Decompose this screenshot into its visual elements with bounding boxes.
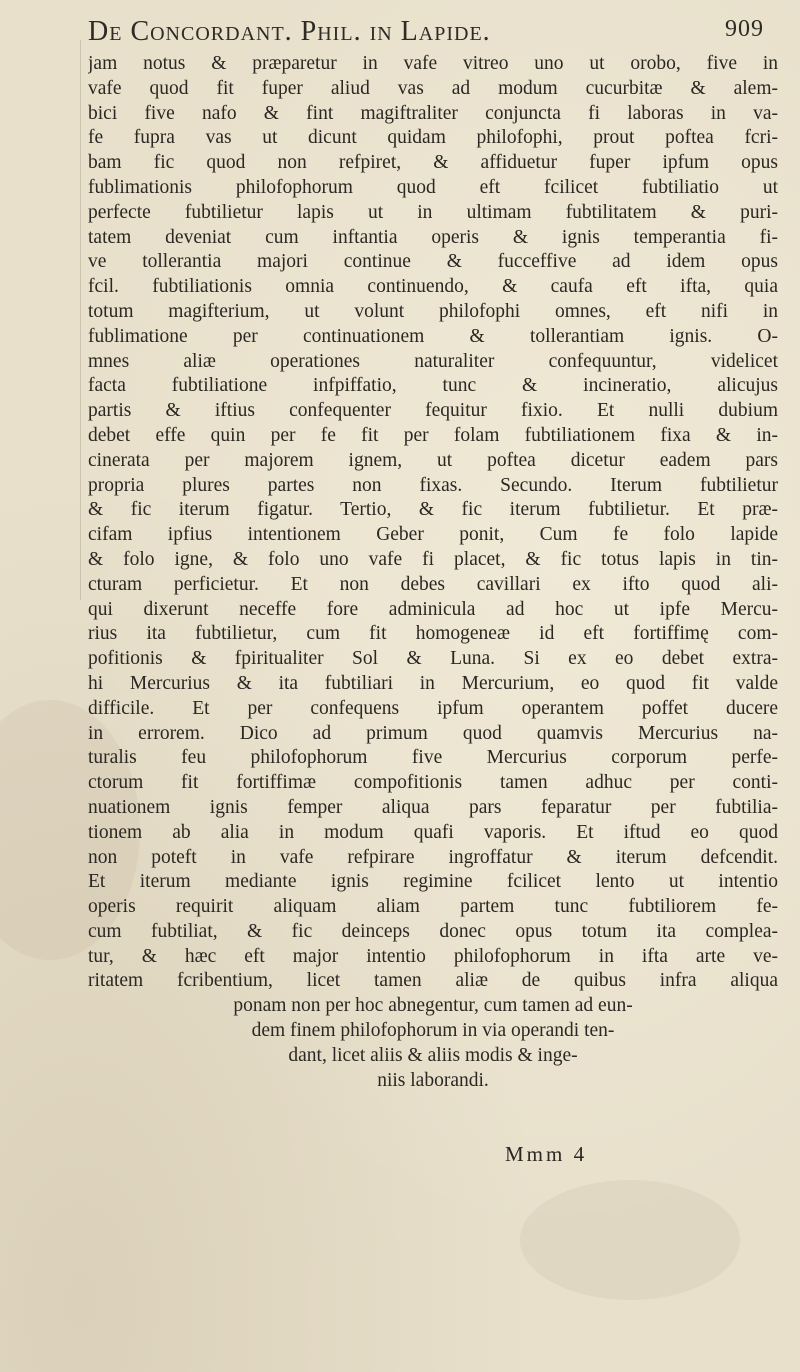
text-line: dant, licet aliis & aliis modis & inge- [288, 1044, 578, 1066]
text-line: in errorem. Dico ad primum quod quamvis Mercurius na- [88, 722, 778, 744]
text-line: difficile. Et per confequens ipfum operantem poffet ducere [88, 697, 778, 719]
text-line: fcil. fubtiliationis omnia continuendo, & caufa eft ifta, quia [88, 276, 778, 298]
text-line: tatem deveniat cum inftantia operis & ignis temperantia fi- [88, 226, 778, 248]
text-line: jam notus & præparetur in vafe vitreo uno ut orobo, five in [88, 53, 778, 74]
text-line: Et iterum mediante ignis regimine fcilicet lento ut intentio [88, 871, 778, 893]
text-line: turalis feu philofophorum five Mercurius corporum perfe- [88, 747, 778, 769]
text-line: bam fic quod non refpiret, & affiduetur fuper ipfum opus [88, 152, 778, 174]
text-line: cum fubtiliat, & fic deinceps donec opus totum ita complea- [88, 920, 778, 942]
text-line: fublimatione per continuationem & tollerantiam ignis. O- [88, 325, 778, 347]
text-line: hi Mercurius & ita fubtiliari in Mercurium, eo quod fit valde [88, 672, 778, 694]
body-text [88, 52, 778, 1093]
text-line: & folo igne, & folo uno vafe fi placet, & fic totus lapis in tin- [88, 548, 778, 570]
text-line: dem finem philofophorum in via operandi ten- [251, 1020, 615, 1042]
text-line: tionem ab alia in modum quafi vaporis. Et iftud eo quod [88, 821, 778, 843]
running-head [88, 16, 778, 48]
text-line: bici five nafo & fint magiftraliter conjuncta fi laboras in va- [88, 102, 778, 124]
text-line: pofitionis & fpiritualiter Sol & Luna. Si ex eo debet extra- [88, 648, 778, 670]
running-title: De Concordant. Phil. in Lapide. [88, 16, 491, 47]
text-line: fe fupra vas ut dicunt quidam philofophi, prout poftea fcri- [88, 127, 778, 149]
text-line: ponam non per hoc abnegentur, cum tamen ad eun- [233, 995, 633, 1017]
text-line: operis requirit aliquam aliam partem tunc fubtiliorem fe- [88, 896, 778, 918]
text-line: totum magifterium, ut volunt philofophi omnes, eft nifi in [88, 300, 778, 322]
text-line: cifam ipfius intentionem Geber ponit, Cum fe folo lapide [88, 524, 778, 546]
text-line: nuationem ignis femper aliqua pars feparatur per fubtilia- [88, 796, 778, 818]
text-line: fublimationis philofophorum quod eft fcilicet fubtiliatio ut [88, 176, 778, 198]
text-line: cinerata per majorem ignem, ut poftea dicetur eadem pars [88, 449, 778, 471]
text-line: & fic iterum figatur. Tertio, & fic iterum fubtilietur. Et præ- [88, 499, 778, 521]
text-line: vafe quod fit fuper aliud vas ad modum cucurbitæ & alem- [88, 77, 778, 99]
text-line: ritatem fcribentium, licet tamen aliæ de quibus infra aliqua [88, 970, 778, 992]
paper-stain [520, 1180, 740, 1300]
text-line: rius ita fubtilietur, cum fit homogeneæ id eft fortiffimę com- [88, 623, 778, 645]
text-line: perfecte fubtilietur lapis ut in ultimam fubtilitatem & puri- [88, 201, 778, 223]
text-line: facta fubtiliatione infpiffatio, tunc & incineratio, alicujus [88, 375, 778, 397]
gutter-shadow [80, 40, 81, 600]
text-line: debet effe quin per fe fit per folam fubtiliationem fixa & in- [88, 424, 778, 446]
text-line: mnes aliæ operationes naturaliter confequuntur, videlicet [88, 350, 778, 372]
text-line: cturam perficietur. Et non debes cavillari ex ifto quod ali- [88, 573, 778, 595]
text-line: ctorum fit fortiffimæ compofitionis tamen adhuc per conti- [88, 772, 778, 794]
text-line: niis laborandi. [377, 1069, 489, 1091]
signature-mark: Mmm 4 [505, 1142, 588, 1166]
text-line: non poteft in vafe refpirare ingroffatur & iterum defcendit. [88, 846, 778, 868]
page-number: 909 [725, 16, 764, 42]
text-line: ve tollerantia majori continue & fucceffive ad idem opus [88, 251, 778, 273]
text-line: qui dixerunt neceffe fore adminicula ad hoc ut ipfe Mercu- [88, 598, 778, 620]
text-line: tur, & hæc eft major intentio philofophorum in ifta arte ve- [88, 945, 778, 967]
text-line: partis & iftius confequenter fequitur fixio. Et nulli dubium [88, 400, 778, 422]
text-line: propria plures partes non fixas. Secundo. Iterum fubtilietur [88, 474, 778, 496]
